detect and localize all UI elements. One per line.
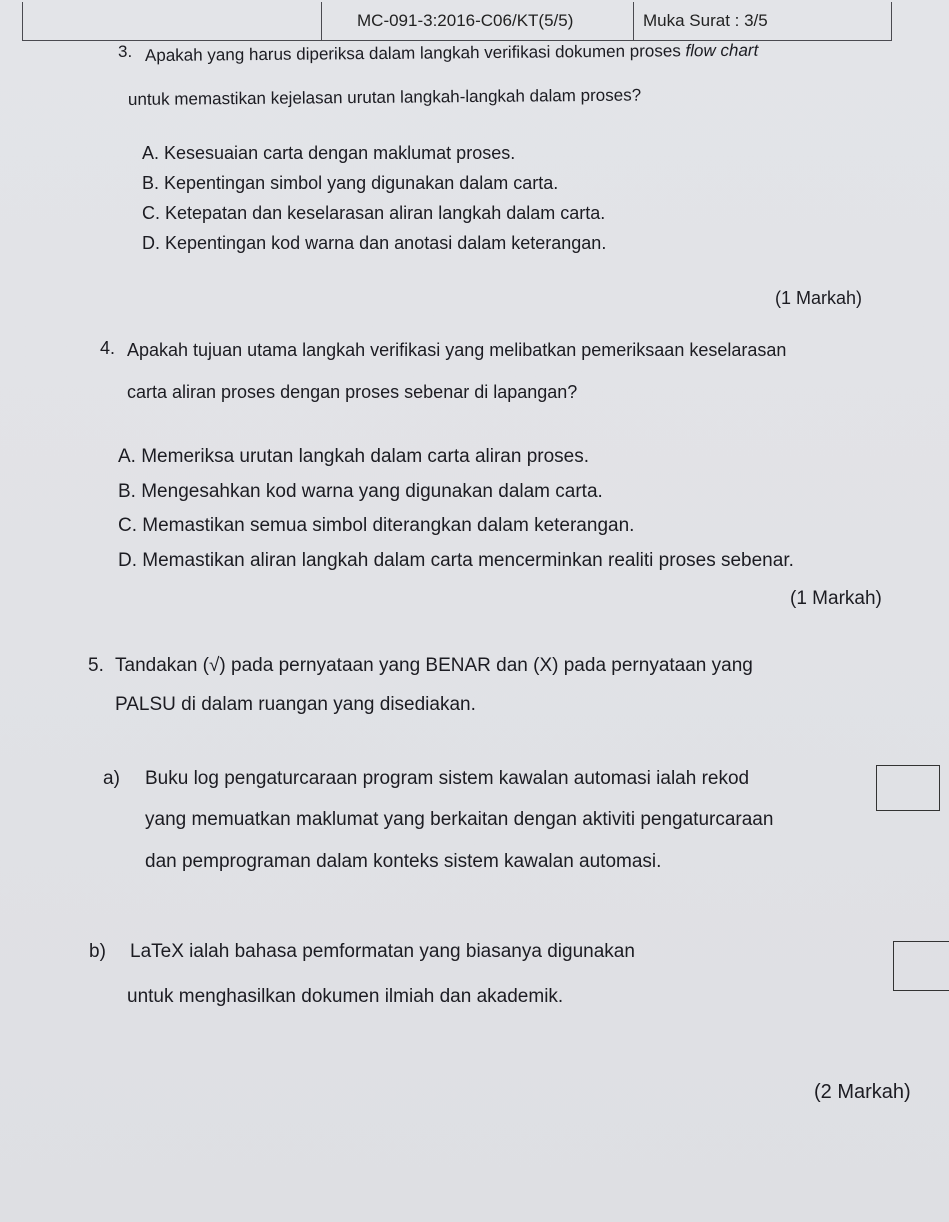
q4-marks: (1 Markah) (790, 588, 882, 609)
q5b-line1: LaTeX ialah bahasa pemformatan yang biasanya digunakan (130, 941, 635, 962)
q3-stem-line2: untuk memastikan kejelasan urutan langkah-langkah dalam proses? (127, 85, 642, 109)
q5-marks: (2 Markah) (814, 1081, 911, 1103)
q4-option-d: D. Memastikan aliran langkah dalam carta mencerminkan realiti proses sebenar. (118, 550, 794, 571)
q4-option-c: C. Memastikan semua simbol diterangkan dalam keterangan. (118, 515, 635, 536)
q5a-line2: yang memuatkan maklumat yang berkaitan dengan aktiviti pengaturcaraan (145, 809, 774, 830)
q5-stem-line2: PALSU di dalam ruangan yang disediakan. (115, 694, 476, 715)
q5a-line3: dan pemprograman dalam konteks sistem kawalan automasi. (145, 851, 662, 872)
q3-option-a: A. Kesesuaian carta dengan maklumat proses. (142, 143, 516, 163)
q3-number: 3. (118, 42, 133, 61)
q4-number: 4. (100, 338, 116, 358)
q5-stem-line1: Tandakan (√) pada pernyataan yang BENAR dan (X) pada pernyataan yang (115, 655, 753, 676)
q3-stem-line1 (145, 41, 758, 66)
q5-number: 5. (88, 655, 104, 676)
q5a-label: a) (103, 768, 120, 789)
header-table (22, 2, 892, 41)
document-code: MC-091-3:2016-C06/KT(5/5) (357, 11, 574, 30)
q3-marks: (1 Markah) (775, 288, 863, 308)
q4-option-a: A. Memeriksa urutan langkah dalam carta aliran proses. (118, 446, 590, 467)
q3-option-d: D. Kepentingan kod warna dan anotasi dalam keterangan. (142, 233, 607, 253)
q5a-line1: Buku log pengaturcaraan program sistem kawalan automasi ialah rekod (145, 768, 750, 789)
q4-option-b: B. Mengesahkan kod warna yang digunakan dalam carta. (118, 481, 603, 502)
q4-stem-line1: Apakah tujuan utama langkah verifikasi yang melibatkan pemeriksaan keselarasan (127, 340, 787, 360)
q3-option-b: B. Kepentingan simbol yang digunakan dalam carta. (142, 173, 559, 193)
page-number: Muka Surat : 3/5 (643, 11, 768, 30)
header-mid-divider (633, 2, 634, 40)
q4-stem-line2: carta aliran proses dengan proses sebenar di lapangan? (127, 382, 578, 402)
q3-stem-italic: flow chart (685, 40, 759, 61)
header-left-divider (321, 2, 322, 40)
q5a-answer-box[interactable] (876, 765, 940, 811)
q5b-label: b) (89, 941, 106, 962)
q3-option-c: C. Ketepatan dan keselarasan aliran langkah dalam carta. (142, 203, 606, 223)
q5b-answer-box[interactable] (893, 941, 949, 991)
q3-stem-line1-text: Apakah yang harus diperiksa dalam langkah verifikasi dokumen proses (144, 41, 686, 65)
q5b-line2: untuk menghasilkan dokumen ilmiah dan akademik. (127, 986, 564, 1007)
